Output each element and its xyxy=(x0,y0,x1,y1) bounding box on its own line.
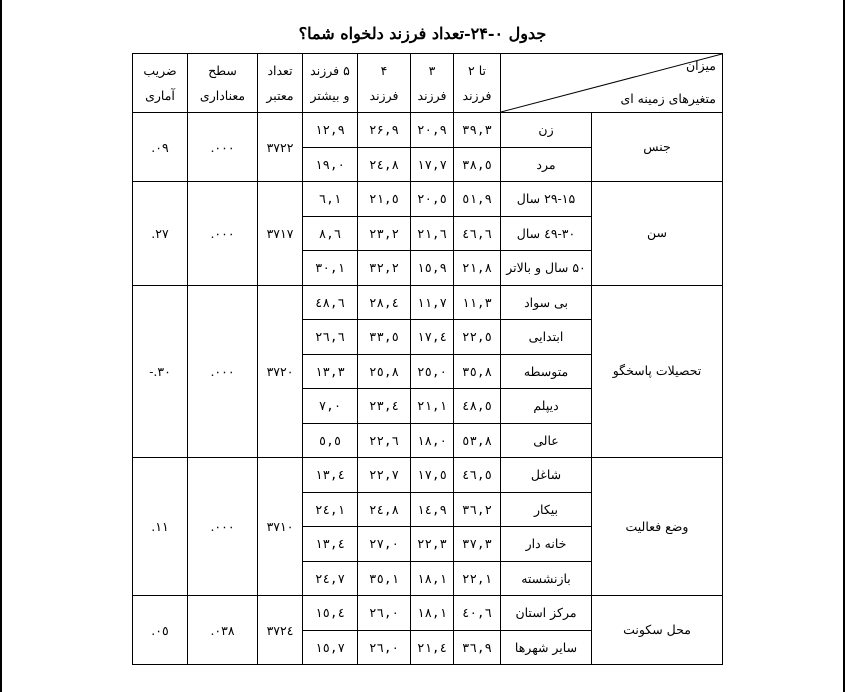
header-coef: ضریب آماری xyxy=(133,54,188,113)
header-significance: سطح معناداری xyxy=(188,54,258,113)
value-4: ۲٤,۸ xyxy=(358,492,411,527)
header-row xyxy=(133,54,723,113)
value-3: ۱۱,۷ xyxy=(411,285,454,320)
value-3: ۲۱,۱ xyxy=(411,389,454,424)
value-4: ۲٥,۸ xyxy=(358,354,411,389)
value-3: ۲۲,۳ xyxy=(411,527,454,562)
value-upto2: ۲۱,۸ xyxy=(454,251,501,286)
value-3: ۲۱,٤ xyxy=(411,630,454,665)
coef-cell: -.۳۰ xyxy=(133,285,188,458)
value-3: ۱٥,۹ xyxy=(411,251,454,286)
value-4: ۲٤,۸ xyxy=(358,147,411,182)
value-5plus: ۱۳,٤ xyxy=(303,527,358,562)
value-upto2: ٥۱,۹ xyxy=(454,182,501,217)
value-5plus: ٤۸,٦ xyxy=(303,285,358,320)
table-caption: جدول ۰-۲۴-تعداد فرزند دلخواه شما؟ xyxy=(298,24,547,43)
value-3: ۱۷,٤ xyxy=(411,320,454,355)
category-label: شاغل xyxy=(501,458,592,493)
category-label: ٤۹-۳۰ سال xyxy=(501,216,592,251)
group-label: وضع فعالیت xyxy=(592,458,723,596)
value-5plus: ۱۳,۳ xyxy=(303,354,358,389)
header-4: ۴ فرزند xyxy=(358,54,411,113)
value-5plus: ۷,۰ xyxy=(303,389,358,424)
value-5plus: ۲٤,۱ xyxy=(303,492,358,527)
group-label: تحصیلات پاسخگو xyxy=(592,285,723,458)
value-3: ۲٥,۰ xyxy=(411,354,454,389)
category-label: عالی xyxy=(501,423,592,458)
value-3: ۱٤,۹ xyxy=(411,492,454,527)
category-label: سایر شهرها xyxy=(501,630,592,665)
table-row xyxy=(133,113,723,148)
value-5plus: ٥,٥ xyxy=(303,423,358,458)
category-label: ابتدایی xyxy=(501,320,592,355)
category-label: مرکز استان xyxy=(501,596,592,631)
diag-bottom-label: متغیرهای زمینه ای xyxy=(620,91,716,106)
valid-count-cell: ۳۷۱۷ xyxy=(258,182,303,286)
value-4: ۳۲,۲ xyxy=(358,251,411,286)
group-label: سن xyxy=(592,182,723,286)
value-3: ۱۸,۰ xyxy=(411,423,454,458)
value-upto2: ٥۳,۸ xyxy=(454,423,501,458)
value-5plus: ۳۰,۱ xyxy=(303,251,358,286)
significance-cell: .۰۳۸ xyxy=(188,596,258,665)
category-label: زن xyxy=(501,113,592,148)
value-3: ۱۷,٥ xyxy=(411,458,454,493)
category-label: مرد xyxy=(501,147,592,182)
value-5plus: ۱۳,٤ xyxy=(303,458,358,493)
value-5plus: ۱٥,٤ xyxy=(303,596,358,631)
value-4: ۲۷,۰ xyxy=(358,527,411,562)
value-5plus: ۸,٦ xyxy=(303,216,358,251)
category-label: ۲۹-۱۵ سال xyxy=(501,182,592,217)
category-label: بیکار xyxy=(501,492,592,527)
group-label: جنس xyxy=(592,113,723,182)
header-upto2: تا ۲ فرزند xyxy=(454,54,501,113)
coef-cell: .۰٥ xyxy=(133,596,188,665)
value-5plus: ۱۹,۰ xyxy=(303,147,358,182)
valid-count-cell: ۳۷۲۲ xyxy=(258,113,303,182)
coef-cell: .۱۱ xyxy=(133,458,188,596)
value-4: ۲۳,٤ xyxy=(358,389,411,424)
value-5plus: ۲٤,۷ xyxy=(303,561,358,596)
significance-cell: .۰۰۰ xyxy=(188,113,258,182)
value-upto2: ٤۰,٦ xyxy=(454,596,501,631)
coef-cell: .۲۷ xyxy=(133,182,188,286)
value-3: ۲۰,۹ xyxy=(411,113,454,148)
value-4: ۲۶,۹ xyxy=(358,113,411,148)
value-upto2: ۱۱,۳ xyxy=(454,285,501,320)
significance-cell: .۰۰۰ xyxy=(188,285,258,458)
value-4: ۲٦,۰ xyxy=(358,596,411,631)
table-row xyxy=(133,182,723,217)
header-5plus: ۵ فرزند و بیشتر xyxy=(303,54,358,113)
value-upto2: ٤٦,٦ xyxy=(454,216,501,251)
value-upto2: ۲۲,۱ xyxy=(454,561,501,596)
table-row xyxy=(133,458,723,493)
category-label: بازنشسته xyxy=(501,561,592,596)
header-valid-count: تعداد معتبر xyxy=(258,54,303,113)
value-upto2: ۳٥,۸ xyxy=(454,354,501,389)
value-4: ۲۳,۲ xyxy=(358,216,411,251)
value-3: ۱۷,۷ xyxy=(411,147,454,182)
significance-cell: .۰۰۰ xyxy=(188,458,258,596)
valid-count-cell: ۳۷۲۰ xyxy=(258,285,303,458)
significance-cell: .۰۰۰ xyxy=(188,182,258,286)
value-upto2: ۳٦,۲ xyxy=(454,492,501,527)
category-label: ۵۰ سال و بالاتر xyxy=(501,251,592,286)
value-upto2: ٤٦,٥ xyxy=(454,458,501,493)
value-upto2: ۲۲,٥ xyxy=(454,320,501,355)
category-label: بی سواد xyxy=(501,285,592,320)
value-3: ۲۰,٥ xyxy=(411,182,454,217)
value-5plus: ۱٥,۷ xyxy=(303,630,358,665)
value-3: ۱۸,۱ xyxy=(411,596,454,631)
value-upto2: ٤۸,٥ xyxy=(454,389,501,424)
data-table xyxy=(132,53,723,665)
category-label: دیپلم xyxy=(501,389,592,424)
value-5plus: ۲٦,٦ xyxy=(303,320,358,355)
value-4: ۲۲,٦ xyxy=(358,423,411,458)
value-upto2: ۳۹,۳ xyxy=(454,113,501,148)
value-4: ۲۲,۷ xyxy=(358,458,411,493)
header-3: ۳ فرزند xyxy=(411,54,454,113)
value-3: ۲۱,٦ xyxy=(411,216,454,251)
value-4: ۲۱,٥ xyxy=(358,182,411,217)
table-row xyxy=(133,596,723,631)
coef-cell: .۰۹ xyxy=(133,113,188,182)
value-4: ۳۳,٥ xyxy=(358,320,411,355)
valid-count-cell: ۳۷۲٤ xyxy=(258,596,303,665)
value-upto2: ۳۷,۳ xyxy=(454,527,501,562)
group-label: محل سکونت xyxy=(592,596,723,665)
value-3: ۱۸,۱ xyxy=(411,561,454,596)
value-upto2: ۳٦,۹ xyxy=(454,630,501,665)
category-label: متوسطه xyxy=(501,354,592,389)
value-4: ۲۸,٤ xyxy=(358,285,411,320)
valid-count-cell: ۳۷۱۰ xyxy=(258,458,303,596)
value-4: ۳٥,۱ xyxy=(358,561,411,596)
value-4: ۲٦,۰ xyxy=(358,630,411,665)
header-diagonal xyxy=(501,54,723,113)
value-upto2: ۳۸,٥ xyxy=(454,147,501,182)
category-label: خانه دار xyxy=(501,527,592,562)
value-5plus: ٦,۱ xyxy=(303,182,358,217)
diag-top-label: میزان xyxy=(685,58,716,73)
table-row xyxy=(133,285,723,320)
value-5plus: ۱۲,۹ xyxy=(303,113,358,148)
left-border xyxy=(0,0,2,692)
